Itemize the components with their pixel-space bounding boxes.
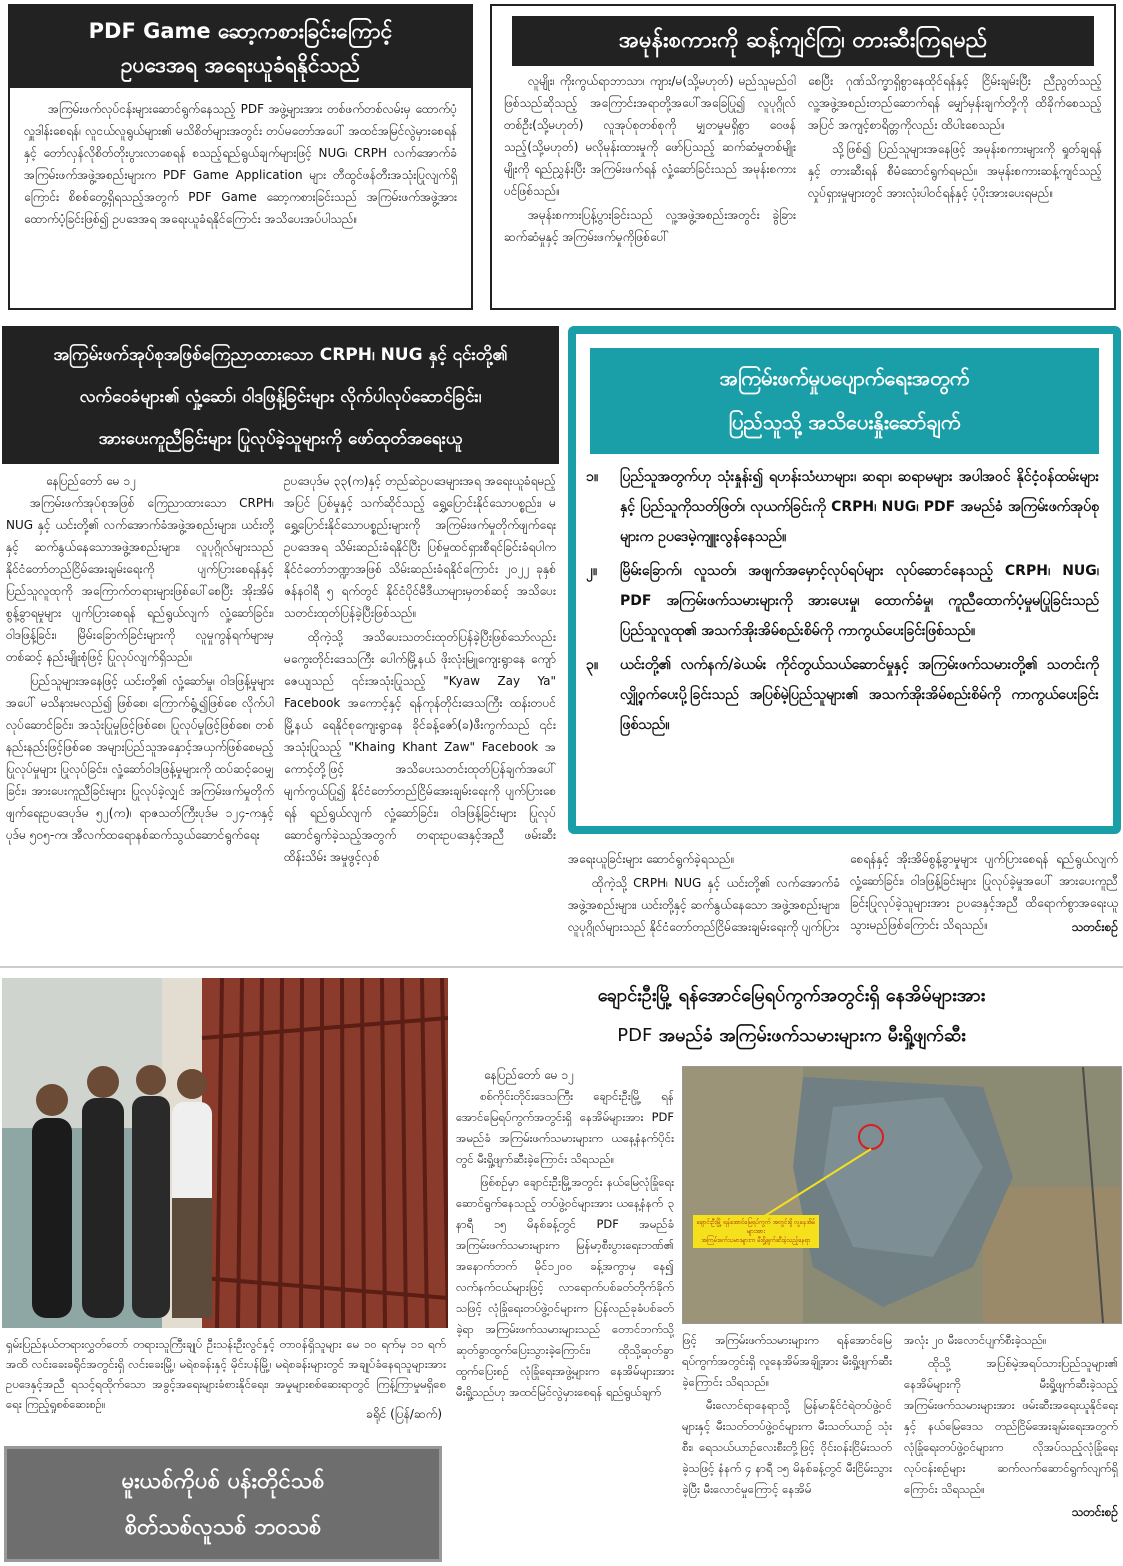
paragraph: အကြမ်းဖက်လုပ်ငန်းများဆောင်ရွက်နေသည့် PDF အဖွဲ့များအား တစ်ဖက်တစ်လမ်းမှ ထောက်ပံ့လှူဒါန်းစေရန်၊ လူငယ်လူရွယ်များ၏ မသိစိတ်များအတွင်း တပ်မတော်အပေါ် အထင်အမြင်လွဲမှားစေရန်နှင့် တော်လှန်လိုစိတ်တိုးပွားလာစေရန် စသည့်ရည်ရွယ်ချက်များဖြင့် NUG၊ CRPH လက်အောက်ခံ အကြမ်းဖက်အဖွဲ့အစည်းများက PDF Game Application များ တီထွင်ဖန်တီးအသုံးပြုလျက်ရှိကြောင်း စိစစ်တွေ့ရှိရသည့်အတွက် PDF Game ဆော့ကစားခြင်းသည် အကြမ်းဖက်အဖွဲ့အား ထောက်ပံ့ခြင်းဖြစ်၍ ဥပဒေအရ အရေးယူခံရနိုင်ကြောင်း အသိပေးအပ်ပါသည်။ [24, 102, 457, 226]
paragraph: စစ်ကိုင်းတိုင်းဒေသကြီး ချောင်းဦးမြို့ ရန်အောင်မြေရပ်ကွက်အတွင်းရှိ နေအိမ်များအား PDF အမည်ခံ အကြမ်းဖက်သမားများက ယနေ့နံနက်ပိုင်းတွင် မီးရှို့ဖျက်ဆီးခဲ့ကြောင်း သိရသည်။ [456, 1089, 674, 1166]
list-item [586, 462, 1099, 552]
title-line-2: ပြည်သူသို့ အသိပေးနှိုးဆော်ချက် [728, 410, 961, 434]
item-number: ၁။ [586, 469, 599, 485]
map-label-line-2: အကြမ်းဖက်သမားများက မီးရှို့ဖျက်ဆီးခဲ့သည့်နေရာ [701, 1237, 811, 1244]
dateline: နေပြည်တော် မေ ၁၂ [46, 474, 136, 488]
paragraph: မီးလောင်ရာနေရာသို့ မြန်မာနိုင်ငံရဲတပ်ဖွဲ့ဝင်များနှင့် မီးသတ်တပ်ဖွဲ့ဝင်များက မီးသတ်ယာဉ် သုံးစီး၊ ရေသယ်ယာဉ်လေးစီးတို့ဖြင့် ဝိုင်းဝန်းငြိမ်းသတ်ခဲ့သဖြင့် နံနက် ၄ နာရီ ၁၅ မိနစ်ခန့်တွင် မီးငြိမ်းသွားခဲ့ပြီး မီးလောင်မှုကြောင့် နေအိမ် [682, 1398, 892, 1496]
article-crph-col-2 [284, 470, 556, 958]
article-crph-col-4 [850, 848, 1118, 958]
notice-items [586, 462, 1099, 740]
title-line-2: လက်ဝေခံများ၏ လှုံ့ဆော်၊ ဝါဒဖြန့်ခြင်းများ လိုက်ပါလုပ်ဆောင်ခြင်း၊ [79, 387, 482, 407]
paragraph: ထိုသို့ အပြစ်မဲ့အရပ်သားပြည်သူများ၏ နေအိမ်များကို မီးရှို့ဖျက်ဆီးခဲ့သည့်အကြမ်းဖက်သမားများအား ဖမ်းဆီးအရေးယူနိုင်ရေးနှင့် နယ်မြေဒေသ တည်ငြိမ်အေးချမ်းရေးအတွက် လုံခြုံရေးတပ်ဖွဲ့ဝင်များက လိုအပ်သည့်လုံခြုံရေးလုပ်ငန်းစဉ်များ ဆက်လက်ဆောင်ရွက်လျက်ရှိကြောင်း သိရသည်။ [904, 1356, 1118, 1496]
slogan-line-1: မူးယစ်ကိုပစ် ပန်းတိုင်သစ် [121, 1469, 325, 1494]
notice-title [590, 348, 1099, 454]
article-chaung-u-col-1 [456, 1064, 674, 1564]
paragraph: ဥပဒေပုဒ်မ ၃၃(က)နှင့် တည်ဆဲဥပဒေများအရ အရေးယူခံရမည့်အပြင် ပြစ်မှုနှင့် သက်ဆိုင်သည့် ရွှေ့ပြောင်းနိုင်သောပစ္စည်း၊ မရွှေ့ပြောင်းနိုင်သောပစ္စည်းများကို အကြမ်းဖက်မှုတိုက်ဖျက်ရေးဥပဒေအရ သိမ်းဆည်းခံရနိုင်ပြီး ပြစ်မှုထင်ရှားစီရင်ခြင်းခံရပါက နိုင်ငံတော်ဘဏ္ဍာအဖြစ် သိမ်းဆည်းခံရနိုင်ကြောင်း ၂၀၂၂ ခုနှစ် ဇန်နဝါရီ ၅ ရက်တွင် နိုင်ငံပိုင်မီဒီယာများမှတစ်ဆင့် အသိပေးသတင်းထုတ်ပြန်ခဲ့ပြီးဖြစ်သည်။ [284, 474, 556, 620]
notice-frame [568, 326, 1121, 834]
signature: သတင်းစဉ် [1071, 1505, 1118, 1519]
paragraph: ထိုကဲ့သို့ CRPH၊ NUG နှင့် ယင်းတို့၏ လက်အောက်ခံအဖွဲ့အစည်းများ၊ ယင်းတို့နှင့် ဆက်နွယ်နေသော အဖွဲ့အစည်းများ၊ လူပုဂ္ဂိုလ်များသည် နိုင်ငံတော်တည်ငြိမ်အေးချမ်းရေးကို ပျက်ပြား [568, 876, 840, 934]
article-body [10, 88, 471, 242]
title-line-3: အားပေးကူညီခြင်းများ ပြုလုပ်ခဲ့သူများကို ဖော်ထုတ်အရေးယူ [98, 429, 463, 449]
paragraph: ဖြစ်စဉ်မှာ ချောင်းဦးမြို့အတွင်း နယ်မြေလုံခြုံရေး ဆောင်ရွက်နေသည့် တပ်ဖွဲ့ဝင်များအား ယနေ့နံနက် ၃ နာရီ ၁၅ မိနစ်ခန့်တွင် PDF အမည်ခံအကြမ်းဖက်သမားများက မြန်မာ့စီးပွားရေးဘဏ်၏ အနောက်ဘက် မိုင်၁၂၀၀ ခန့်အကွာမှ နေ၍ လက်နက်ငယ်များဖြင့် လာရောက်ပစ်ခတ်တိုက်ခိုက်သဖြင့် လုံခြုံရေးတပ်ဖွဲ့ဝင်များက ပြန်လည်ခုခံပစ်ခတ်ခဲ့ရာ အကြမ်းဖက်သမားများသည် တောင်ဘက်သို့ ဆုတ်ခွာထွက်ပြေးသွားခဲ့ကြောင်း၊ ထိုသို့ဆုတ်ခွာထွက်ပြေးစဉ် လုံခြုံရေးအဖွဲ့များက နေအိမ်များအား မီးရှို့သည်ဟု အထင်မြင်လွဲမှားစေရန် ရည်ရွယ်ချက် [456, 1175, 674, 1399]
paragraph: လူမျိုး၊ ကိုးကွယ်ရာဘာသာ၊ ကျား/မ(သို့မဟုတ်) မည်သူမည်ဝါဖြစ်သည်ဆိုသည့် အကြောင်းအရာတို့အပေါ်အခြေပြု၍ လူပုဂ္ဂိုလ်တစ်ဦး(သို့မဟုတ်) လူအုပ်စုတစ်စုကို မျှတမှုမရှိစွာ ဝေဖန်သည့်(သို့မဟုတ်) မလိုမုန်းထားမှုကို ဖော်ပြသည့် ဆက်ဆံမှုတစ်မျိုးမျိုးကို ရည်ညွှန်းပြီး အကြမ်းဖက်ရန် လှုံ့ဆော်ခြင်းသည် အမုန်းစကားပင်ဖြစ်သည်။ [504, 74, 796, 198]
notice-inner [576, 334, 1113, 826]
title-line-1: ချောင်းဦးမြို့ ရန်အောင်မြေရပ်ကွက်အတွင်းရှိ နေအိမ်များအား [597, 985, 986, 1006]
item-number: ၂။ [586, 563, 598, 579]
paragraph: ဖြင့် အကြမ်းဖက်သမားများက ရန်အောင်မြေရပ်ကွက်အတွင်းရှိ လူနေအိမ်အချို့အား မီးရှို့ဖျက်ဆီးခဲ့ကြောင်း သိရသည်။ [682, 1333, 892, 1389]
court-inspection-photo [2, 978, 448, 1328]
title-rest: အမည်ခံ အကြမ်းဖက်သမားများက မီးရှို့ဖျက်ဆီး [658, 1025, 966, 1046]
photo-caption: ရှမ်းပြည်နယ်တရားလွှတ်တော် တရားသူကြီးချုပ် ဦးသန်းဦးလွင်နှင့် တာဝန်ရှိသူများ မေ ၁၀ ရက်မှ ၁၁ ရက်အထိ လင်းခေးခရိုင်အတွင်းရှိ လင်းခေးမြို့၊ မရဲစခန်းနှင့် မိုင်းပန်မြို့၊ မရဲစခန်းများတွင် အချုပ်ခံနေရသူများအား ဥပဒေနှင့်အညီ ရသင့်ရထိုက်သော အခွင့်အရေးများခံစားနိုင်ရေး၊ အမှုများစစ်ဆေးရာတွင် ကြန့်ကြာမှုမရှိစေရေး ကြည့်ရှုစစ်ဆေးစဉ်။ [6, 1337, 446, 1411]
item-number: ၃။ [586, 657, 599, 673]
title-line-1: အကြမ်းဖက်အုပ်စုအဖြစ်ကြေညာထားသော CRPH၊ NUG နှင့် ၎င်းတို့၏ [53, 345, 508, 365]
title-line-1: PDF Game ဆော့ကစားခြင်းကြောင့် [88, 19, 393, 43]
article-title: အမုန်းစကားကို ဆန့်ကျင်ကြ၊ တားဆီးကြရမည် [512, 16, 1094, 66]
column-2 [808, 70, 1102, 306]
article-pdf-game [8, 4, 473, 310]
list-item [586, 650, 1099, 740]
signature: သတင်းစဉ် [1071, 920, 1118, 934]
paragraph: သို့ဖြစ်၍ ပြည်သူများအနေဖြင့် အမုန်းစကားများကို ရှုတ်ချရန်နှင့် တားဆီးရန် စီမံဆောင်ရွက်ရမည်။ အမုန်းစကားဆန့်ကျင်သည့် လှုပ်ရှားမှုများတွင် အားလုံးပါဝင်ရန်နှင့် ပံ့ပိုးအားပေးရမည်။ [808, 142, 1102, 200]
map-illustration [683, 1067, 1121, 1323]
paragraph: အရေးယူခြင်းများ ဆောင်ရွက်ခဲ့ရသည်။ [568, 852, 735, 866]
item-text: မြိမ်းခြောက်၊ လူသတ်၊ အဖျက်အမှောင့်လုပ်ရပ်များ လုပ်ဆောင်နေသည့် CRPH၊ NUG၊ PDF အကြမ်းဖက်သမားများကို အားပေးမှု၊ ထောက်ခံမှု၊ ကူညီထောက်ပံ့မှုမပြုခြင်းသည် ပြည်သူလူထု၏ အသက်အိုးအိမ်စည်းစိမ်ကို ကာကွယ်ပေးခြင်းဖြစ်သည်။ [620, 563, 1099, 639]
article-chaung-u-title [462, 976, 1121, 1058]
article-chaung-u-col-3 [904, 1330, 1118, 1564]
paragraph: အလုံး ၂၀ မီးလောင်ပျက်စီးခဲ့သည်။ [904, 1333, 1047, 1347]
map-label [693, 1215, 819, 1248]
map-label-line-1: ချောင်းဦးမြို့ ရန်အောင်မြေရပ်ကွက် အတွင်းရှိ လူနေအိမ်များအား [696, 1219, 816, 1235]
dateline: နေပြည်တော် မေ ၁၂ [484, 1068, 574, 1082]
article-crph-col-3 [568, 848, 840, 958]
title-pdf: PDF [617, 1025, 653, 1046]
paragraph: ပြည်သူများအနေဖြင့် ယင်းတို့၏ လှုံ့ဆော်မှု၊ ဝါဒဖြန့်မှုများအပေါ် မသိနားမလည်၍ ဖြစ်စေ၊ ကြောက်ရွံ့၍ဖြစ်စေ လိုက်ပါလုပ်ဆောင်ခြင်း၊ အသုံးပြုမှုဖြင့်ဖြစ်စေ၊ ပြုလုပ်မှုဖြင့်ဖြစ်စေ၊ တစ်နည်းနည်းဖြင့်ဖြစ်စေ အများပြည်သူအနှောင့်အယှက်ဖြစ်စေမည့် ပြုလုပ်မှုများ ပြုလုပ်ခြင်း၊ လှုံ့ဆော်ဝါဒဖြန့်မှုများကို ထပ်ဆင့်ဝေမျှခြင်း၊ အားပေးကူညီခြင်းများ ပြုလုပ်ခဲ့လျှင် အကြမ်းဖက်မှုတိုက်ဖျက်ရေးဥပဒေပုဒ်မ ၅၂(က)၊ ရာဇသတ်ကြီးပုဒ်မ ၁၂၄-ကနှင့် ပုဒ်မ ၅၀၅-က၊ အီလက်ထရောနစ်ဆက်သွယ်ဆောင်ရွက်ရေး [6, 674, 274, 842]
column-1 [504, 70, 796, 306]
slogan-box [4, 1446, 442, 1562]
title-line-2 [462, 1016, 1121, 1056]
paragraph: စေရန်နှင့် အိုးအိမ်စွန့်ခွာမှုများ ပျက်ပြားစေရန် ရည်ရွယ်လျက် လှုံ့ဆော်ခြင်း၊ ဝါဒဖြန့်ခြင်းများ ပြုလုပ်ခဲ့မှုအပေါ် အားပေးကူညီခြင်းပြုလုပ်ခဲ့သူများအား ဥပဒေနှင့်အညီ ထိရောက်စွာအရေးယူသွားမည်ဖြစ်ကြောင်း သိရသည်။ [850, 852, 1118, 932]
title-line-1: အကြမ်းဖက်မှုပပျောက်ရေးအတွက် [719, 366, 970, 390]
satellite-map [682, 1066, 1122, 1324]
article-title [10, 6, 471, 88]
title-line-2: ဥပဒေအရ အရေးယူခံရနိုင်သည် [120, 53, 361, 77]
article-crph-col-1 [6, 470, 274, 958]
photo-illustration [2, 978, 448, 1328]
article-crph-nug-title [2, 326, 559, 464]
paragraph: အမုန်းစကားပြန့်ပွားခြင်းသည် လူ့အဖွဲ့အစည်းအတွင်း ခွဲခြားဆက်ဆံမှုနှင့် အကြမ်းဖက်မှုကိုဖြစ်ပေါ် [504, 208, 796, 244]
paragraph: စေပြီး ဂုဏ်သိက္ခာရှိစွာနေထိုင်ရန်နှင့် ငြိမ်းချမ်းပြီး ညီညွတ်သည့် လူ့အဖွဲ့အစည်းတည်ဆောက်ရန် မျှော်မှန်းချက်တို့ကို ထိခိုက်စေသည့်အပြင် အကျင့်စာရိတ္တကိုလည်း ထိပါးစေသည်။ [808, 74, 1102, 132]
article-hate-speech [490, 4, 1116, 310]
divider [0, 966, 1123, 968]
photo-credit: ခရိုင် (ပြန်/ဆက်) [366, 1407, 442, 1421]
paragraph: အကြမ်းဖက်အုပ်စုအဖြစ် ကြေညာထားသော CRPH၊ NUG နှင့် ယင်းတို့၏ လက်အောက်ခံအဖွဲ့အစည်းများ၊ ယင်းတို့နှင့် ဆက်နွယ်နေသောအဖွဲ့အစည်းများ၊ လူပုဂ္ဂိုလ်များသည် နိုင်ငံတော်တည်ငြိမ်အေးချမ်းရေးကို ပျက်ပြားစေရန်နှင့် ပြည်သူလူထုကို အကြောက်တရားများဖြစ်ပေါ်စေပြီး အိုးအိမ်စွန့်ခွာရမှုများ ပျက်ပြားစေရန် ရည်ရွယ်လျက် လှုံ့ဆော်ခြင်း၊ ဝါဒဖြန့်ခြင်း၊ မြိမ်းခြောက်ခြင်းများကို လူမှုကွန်ရက်များမှတစ်ဆင့် နည်းမျိုးစုံဖြင့် ပြုလုပ်လျက်ရှိသည်။ [6, 496, 274, 664]
slogan-line-2: စိတ်သစ်လူသစ် ဘဝသစ် [124, 1515, 322, 1540]
article-chaung-u-col-2 [682, 1330, 892, 1564]
item-text: ယင်းတို့၏ လက်နက်/ခဲယမ်း ကိုင်တွယ်သယ်ဆောင်မှုနှင့် အကြမ်းဖက်သမားတို့၏ သတင်းကို လျှို့ဝှက်ပေးပို့ခြင်းသည် အပြစ်မဲ့ပြည်သူများ၏ အသက်အိုးအိမ်စည်းစိမ်ကို ကာကွယ်ပေးခြင်းဖြစ်သည်။ [620, 657, 1099, 733]
photo-story [2, 972, 450, 1434]
list-item [586, 556, 1099, 646]
paragraph: ထိုကဲ့သို့ အသိပေးသတင်းထုတ်ပြန်ခဲ့ပြီးဖြစ်သော်လည်း မကွေးတိုင်းဒေသကြီး ပေါက်မြို့နယ် ဖိုးလုံးမြူကျေးရွာနေ ကျော်ဇေယျသည် ၎င်းအသုံးပြုသည့် "Kyaw Zay Ya" Facebook အကောင့်နှင့် ရန်ကုန်တိုင်းဒေသကြီး ထန်းတပင်မြို့နယ် ရေနိုင်စုကျေးရွာနေ ခိုင်ခန့်ဇော်(ခ)ဖီးကွက်သည် ၎င်းအသုံးပြုသည့် "Khaing Khant Zaw" Facebook အကောင့်တို့ဖြင့် အသိပေးသတင်းထုတ်ပြန်ချက်အပေါ် မျက်ကွယ်ပြု၍ နိုင်ငံတော်တည်ငြိမ်အေးချမ်းရေးကို ပျက်ပြားစေရန် ရည်ရွယ်လျက် လှုံ့ဆော်ခြင်း၊ ဝါဒဖြန့်ခြင်းများ ပြုလုပ်ဆောင်ရွက်ခဲ့သည့်အတွက် တရားဥပဒေနှင့်အညီ ဖမ်းဆီးထိန်းသိမ်း အမှုဖွင့်လှစ် [284, 630, 556, 864]
item-text: ပြည်သူအတွက်ဟု သုံးနှုန်း၍ ရဟန်းသံဃာများ၊ ဆရာ၊ ဆရာမများ အပါအဝင် နိုင်ငံ့ဝန်ထမ်းများနှင့် ပြည်သူကိုသတ်ဖြတ်၊ လုယက်ခြင်းကို CRPH၊ NUG၊ PDF အမည်ခံ အကြမ်းဖက်အုပ်စုများက ဥပဒေမဲ့ကျူးလွန်နေသည်။ [620, 469, 1099, 545]
